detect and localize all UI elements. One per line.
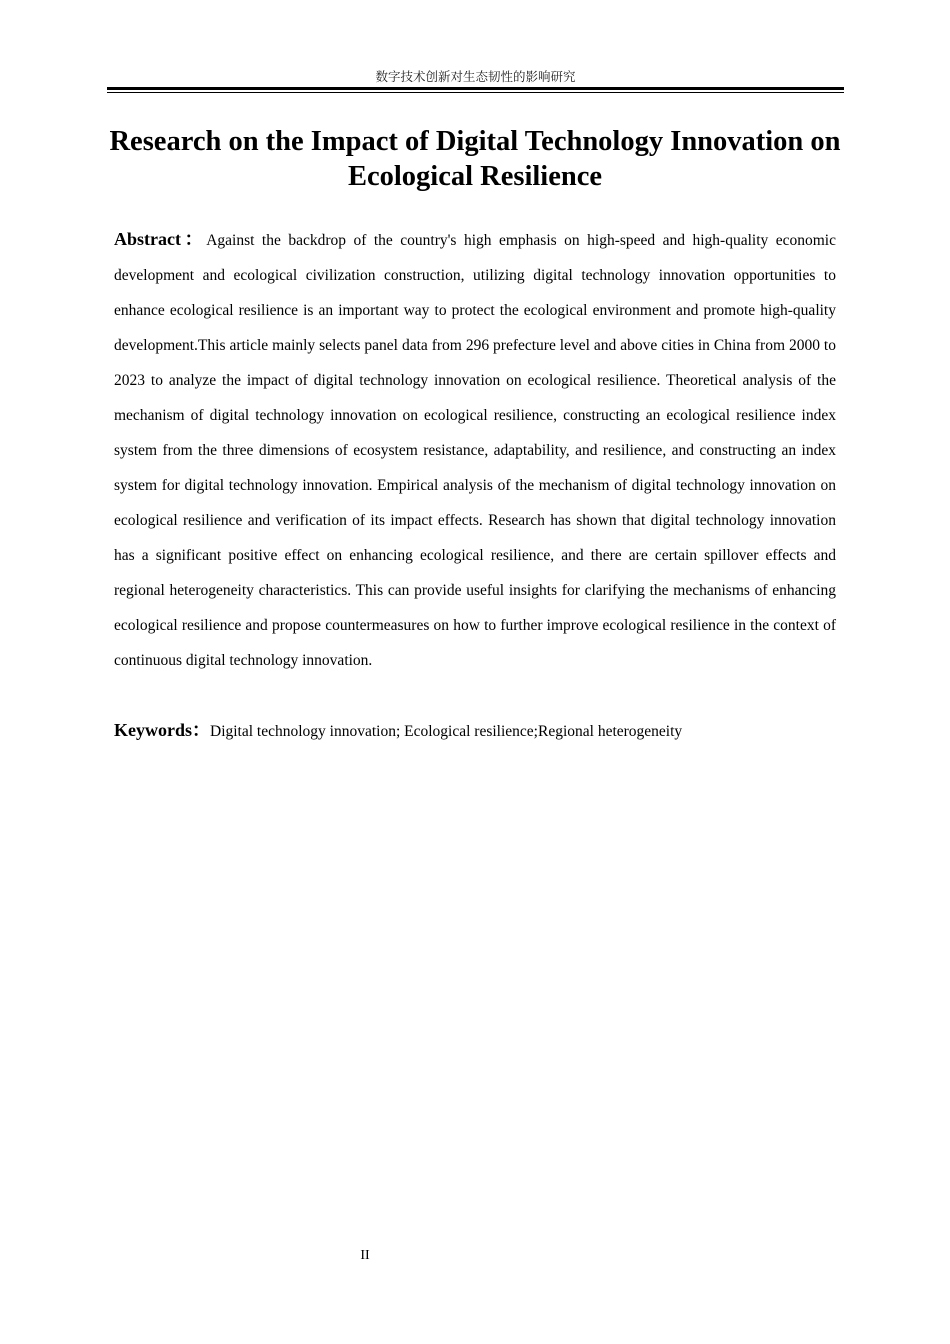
header-rule	[107, 87, 844, 90]
paper-title: Research on the Impact of Digital Technology Innovation on Ecological Resilience	[109, 126, 841, 192]
keywords-text: Digital technology innovation; Ecological resilience;Regional heterogeneity	[210, 723, 683, 740]
running-header: 数字技术创新对生态韧性的影响研究	[375, 69, 576, 84]
abstract-paragraph	[114, 222, 836, 678]
keywords-label: Keywords：	[114, 720, 210, 740]
abstract-label: Abstract：	[114, 229, 207, 249]
header-rule-thin	[107, 92, 844, 93]
abstract-text: Against the backdrop of the country's high emphasis on high-speed and high-quality economic development and ecological civilization construction, utilizing digital technology innovation opportunities to enhance ecological resilience is an important way to protect the ecological environment and promote high-quality development.This article mainly selects panel data from 296 prefecture level and above cities in China from 2000 to 2023 to analyze the impact of digital technology innovation on ecological resilience. Theoretical analysis of the mechanism of digital technology innovation on ecological resilience, constructing an ecological resilience index system from the three dimensions of ecosystem resistance, adaptability, and resilience, and constructing an index system for digital technology innovation. Empirical analysis of the mechanism of digital technology innovation on ecological resilience and verification of its impact effects. Research has shown that digital technology innovation has a significant positive effect on enhancing ecological resilience, and there are certain spillover effects and regional heterogeneity characteristics. This can provide useful insights for clarifying the mechanisms of enhancing ecological resilience and propose countermeasures on how to further improve ecological resilience in the context of continuous digital technology innovation.	[114, 232, 836, 669]
keywords-paragraph	[114, 713, 836, 749]
page-number: II	[360, 1248, 370, 1263]
